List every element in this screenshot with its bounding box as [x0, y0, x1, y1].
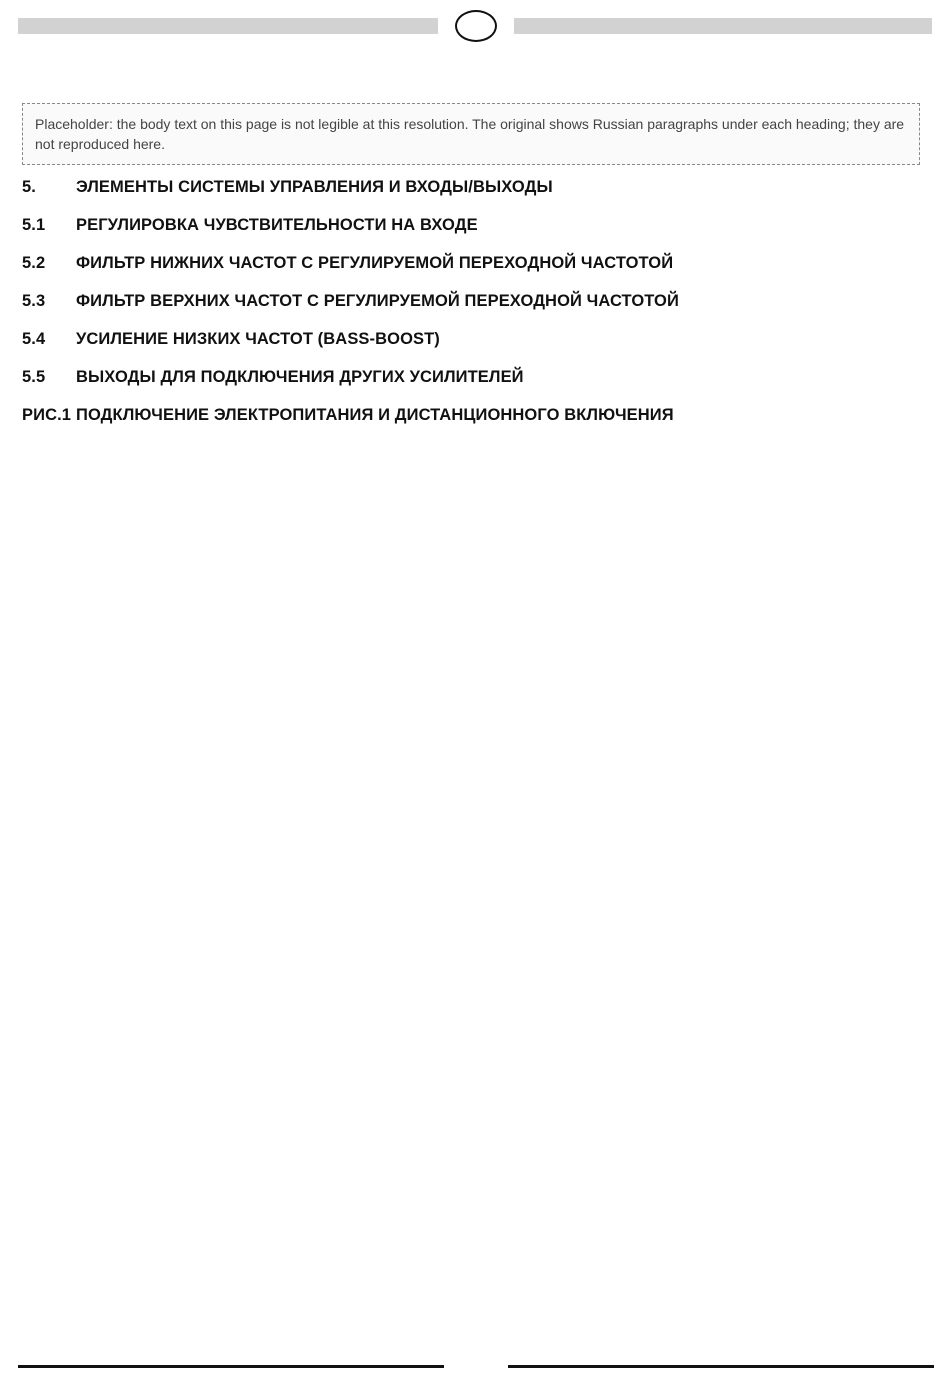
- section-heading: [22, 253, 920, 273]
- placeholder-notice: Placeholder: the body text on this page is not legible at this resolution. The original shows Russian paragraphs under each heading; they are not reproduced here.: [22, 103, 920, 165]
- top-rule-right: [514, 18, 932, 34]
- section-5-2: [22, 253, 920, 273]
- section-5-1: [22, 215, 920, 235]
- section-heading: [22, 367, 920, 387]
- section-5-4: [22, 329, 920, 349]
- section-heading: [22, 215, 920, 235]
- page-number-oval: [455, 10, 497, 42]
- bottom-rule-right: [508, 1365, 934, 1368]
- section-number: 5.: [22, 178, 36, 196]
- section-heading: [22, 329, 920, 349]
- section-heading: [22, 177, 920, 197]
- top-rule-left: [18, 18, 438, 34]
- section-number: 5.3: [22, 292, 46, 310]
- section-heading: [22, 405, 920, 425]
- section-title: РЕГУЛИРОВКА ЧУВСТВИТЕЛЬНОСТИ НА ВХОДЕ: [76, 216, 478, 234]
- section-title: ФИЛЬТР ВЕРХНИХ ЧАСТОТ С РЕГУЛИРУЕМОЙ ПЕРЕХОДНОЙ ЧАСТОТОЙ: [76, 292, 679, 310]
- section-number: 5.4: [22, 330, 46, 348]
- bottom-rule-left: [18, 1365, 444, 1368]
- section-title: ЭЛЕМЕНТЫ СИСТЕМЫ УПРАВЛЕНИЯ И ВХОДЫ/ВЫХОДЫ: [76, 178, 553, 196]
- section-fig-1: [22, 405, 920, 425]
- section-number: 5.5: [22, 368, 46, 386]
- section-heading: [22, 291, 920, 311]
- section-5: [22, 177, 920, 197]
- section-5-5: [22, 367, 920, 387]
- section-number: 5.1: [22, 216, 46, 234]
- section-title: УСИЛЕНИЕ НИЗКИХ ЧАСТОТ (BASS-BOOST): [76, 330, 440, 348]
- section-5-3: [22, 291, 920, 311]
- section-number: 5.2: [22, 254, 46, 272]
- section-title: ФИЛЬТР НИЖНИХ ЧАСТОТ С РЕГУЛИРУЕМОЙ ПЕРЕХОДНОЙ ЧАСТОТОЙ: [76, 254, 674, 272]
- section-number: РИС.1: [22, 406, 72, 424]
- section-title: ПОДКЛЮЧЕНИЕ ЭЛЕКТРОПИТАНИЯ И ДИСТАНЦИОННОГО ВКЛЮЧЕНИЯ: [76, 406, 674, 424]
- document-body: [22, 103, 920, 443]
- section-title: ВЫХОДЫ ДЛЯ ПОДКЛЮЧЕНИЯ ДРУГИХ УСИЛИТЕЛЕЙ: [76, 368, 524, 386]
